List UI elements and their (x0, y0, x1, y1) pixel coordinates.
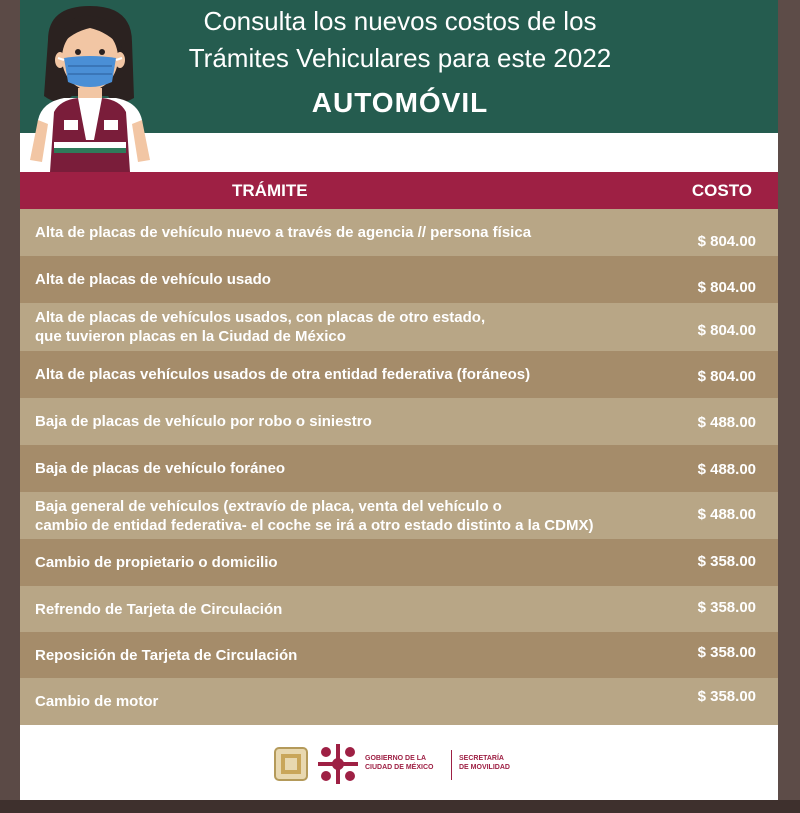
procedure-name (35, 209, 675, 256)
staff-character-illustration (20, 0, 160, 172)
background-page-left (0, 0, 20, 813)
table-row (20, 632, 778, 678)
table-row (20, 445, 778, 492)
table-row (20, 209, 778, 256)
procedure-name (35, 256, 675, 303)
government-name-line2: CIUDAD DE MÉXICO (365, 764, 434, 771)
table-row (20, 586, 778, 632)
procedure-cost: $ 358.00 (697, 599, 756, 616)
header-title-line2: Trámites Vehiculares para este 2022 (188, 43, 612, 73)
table-row (20, 492, 778, 539)
procedure-name-line: Alta de placas de vehículo nuevo a través de agencia // persona física (35, 224, 532, 241)
table-row (20, 539, 778, 586)
table-row (20, 303, 778, 351)
procedure-name (35, 678, 675, 725)
table-row (20, 256, 778, 303)
procedure-name (35, 632, 675, 678)
procedure-name-line: Refrendo de Tarjeta de Circulación (35, 600, 283, 618)
procedure-name-line: cambio de entidad federativa- el coche se irá a otro estado distinto a la CDMX) (35, 516, 594, 534)
procedure-cost: $ 804.00 (697, 368, 756, 385)
procedure-name-line: Cambio de motor (35, 693, 159, 710)
procedure-cost: $ 804.00 (697, 279, 756, 296)
procedure-name-line: Alta de placas vehículos usados de otra entidad federativa (foráneos) (35, 366, 531, 383)
column-header-tramite: TRÁMITE (232, 181, 308, 200)
secretariat-name-line1: SECRETARÍA (459, 755, 504, 762)
coat-of-arms-icon (273, 744, 309, 784)
procedure-cost: $ 804.00 (697, 322, 756, 339)
table-row (20, 398, 778, 445)
procedure-cost: $ 488.00 (697, 414, 756, 431)
procedure-name (35, 586, 675, 632)
procedure-name-line: Reposición de Tarjeta de Circulación (35, 646, 298, 664)
procedure-cost: $ 358.00 (697, 644, 756, 661)
background-page-bottom (0, 800, 800, 813)
table-row (20, 678, 778, 725)
procedure-name-line: Baja de placas de vehículo foráneo (35, 460, 286, 477)
procedure-name-line: Baja de placas de vehículo por robo o siniestro (35, 413, 372, 430)
secretariat-name-line2: DE MOVILIDAD (459, 764, 510, 771)
footer-logos (273, 742, 543, 788)
government-name-line1: GOBIERNO DE LA (365, 755, 427, 762)
logo-divider (451, 750, 452, 780)
table-row (20, 351, 778, 398)
procedure-name (35, 398, 675, 445)
procedure-cost: $ 804.00 (697, 233, 756, 250)
column-header-costo: COSTO (691, 181, 752, 200)
table-header (20, 172, 778, 209)
procedure-cost: $ 358.00 (697, 553, 756, 570)
procedure-name (35, 539, 675, 586)
header-title-line1: Consulta los nuevos costos de los (203, 6, 597, 36)
procedures-table (20, 209, 778, 725)
procedure-name (35, 492, 675, 539)
cdmx-logo-icon (317, 742, 359, 786)
procedure-name-line: que tuvieron placas en la Ciudad de México (35, 328, 346, 345)
procedure-cost: $ 488.00 (697, 506, 756, 523)
procedure-cost: $ 488.00 (697, 461, 756, 478)
procedure-name-line: Alta de placas de vehículo usado (35, 271, 271, 288)
procedure-name-line: Baja general de vehículos (extravío de placa, venta del vehículo o (35, 497, 502, 515)
procedure-name (35, 351, 675, 398)
procedure-name-line: Cambio de propietario o domicilio (35, 554, 278, 571)
procedure-name (35, 445, 675, 492)
procedure-cost: $ 358.00 (697, 688, 756, 705)
infographic-image (20, 0, 778, 800)
background-page-right (778, 0, 800, 813)
procedure-name (35, 303, 675, 351)
procedure-name-line: Alta de placas de vehículos usados, con placas de otro estado, (35, 309, 486, 326)
vehicle-type-title: AUTOMÓVIL (311, 87, 489, 118)
